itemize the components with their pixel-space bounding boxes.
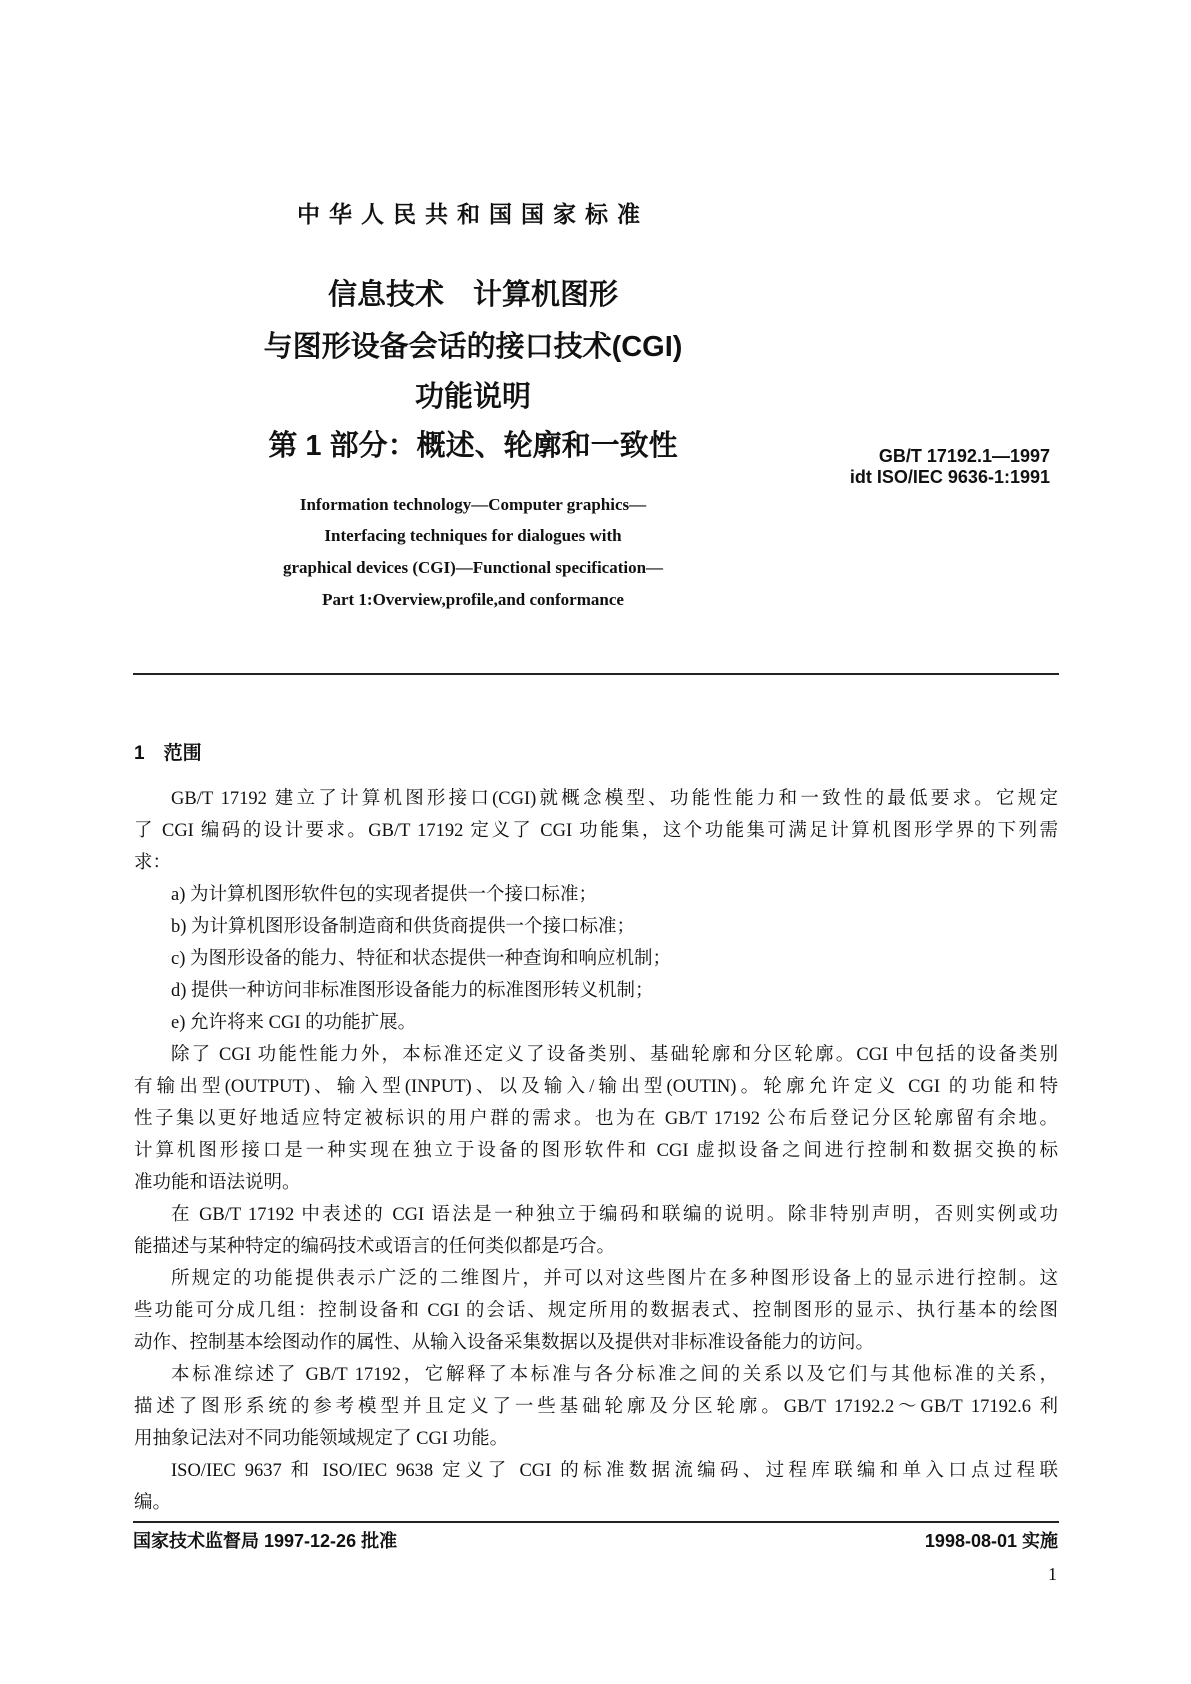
body-line: 了 CGI 编码的设计要求。GB/T 17192 定义了 CGI 功能集，这个功能集可满足计算机图形学界的下列需 <box>134 821 1058 841</box>
body-line: 计算机图形接口是一种实现在独立于设备的图形软件和 CGI 虚拟设备之间进行控制和数据交换的标 <box>134 1141 1058 1161</box>
standard-number: GB/T 17192.1—1997 <box>878 446 1050 466</box>
body-line: GB/T 17192 建立了计算机图形接口(CGI)就概念模型、功能性能力和一致性的最低要求。它规定 <box>171 789 1058 809</box>
body-line: 能描述与某种特定的编码技术或语言的任何类似都是巧合。 <box>134 1237 616 1257</box>
top-rule <box>133 673 1059 675</box>
body-line: 性子集以更好地适应特定被标识的用户群的需求。也为在 GB/T 17192 公布后登记分区轮廓留有余地。 <box>134 1109 1058 1129</box>
english-title-line-2: Interfacing techniques for dialogues with <box>324 526 622 545</box>
body-line: 准功能和语法说明。 <box>134 1173 301 1193</box>
body-line: c) 为图形设备的能力、特征和状态提供一种查询和响应机制； <box>171 949 671 969</box>
body-line: 些功能可分成几组：控制设备和 CGI 的会话、规定所用的数据表式、控制图形的显示、执行基本的绘图 <box>134 1301 1058 1321</box>
page-number: 1 <box>1048 1564 1057 1584</box>
title-line-3: 功能说明 <box>414 381 531 413</box>
english-title-line-3: graphical devices (CGI)—Functional specification— <box>282 558 664 577</box>
idt-reference: idt ISO/IEC 9636-1:1991 <box>849 467 1050 487</box>
body-line: e) 允许将来 CGI 的功能扩展。 <box>171 1013 417 1033</box>
title-line-1: 信息技术 计算机图形 <box>327 279 618 311</box>
body-line: 求： <box>134 853 172 873</box>
section-heading: 1 范围 <box>134 743 202 764</box>
title-line-2: 与图形设备会话的接口技术(CGI) <box>263 331 683 363</box>
body-line: a) 为计算机图形软件包的实现者提供一个接口标准； <box>171 885 597 905</box>
approval-info: 国家技术监督局 1997-12-26 批准 <box>133 1531 398 1551</box>
body-line: 除了 CGI 功能性能力外，本标准还定义了设备类别、基础轮廓和分区轮廓。CGI 中包括的设备类别 <box>171 1045 1058 1065</box>
body-line: 在 GB/T 17192 中表述的 CGI 语法是一种独立于编码和联编的说明。除非特别声明，否则实例或功 <box>171 1205 1058 1225</box>
english-title-line-1: Information technology—Computer graphics— <box>299 495 647 514</box>
body-line: 有输出型(OUTPUT)、输入型(INPUT)、以及输入/输出型(OUTIN)。轮廓允许定义 CGI 的功能和特 <box>134 1077 1058 1097</box>
body-line: b) 为计算机图形设备制造商和供货商提供一个接口标准； <box>171 917 636 937</box>
title-line-4: 第 1 部分：概述、轮廓和一致性 <box>268 430 678 462</box>
body-line: 编。 <box>134 1493 172 1513</box>
national-standard-heading: 中华人民共和国国家标准 <box>297 201 649 227</box>
body-line: 用抽象记法对不同功能领域规定了 CGI 功能。 <box>134 1429 509 1449</box>
body-line: 动作、控制基本绘图动作的属性、从输入设备采集数据以及提供对非标准设备能力的访问。 <box>134 1333 875 1353</box>
body-line: ISO/IEC 9637 和 ISO/IEC 9638 定义了 CGI 的标准数据流编码、过程库联编和单入口点过程联 <box>171 1461 1058 1481</box>
body-line: 本标准综述了 GB/T 17192，它解释了本标准与各分标准之间的关系以及它们与其他标准的关系， <box>171 1365 1058 1385</box>
footer-rule <box>133 1521 1059 1523</box>
english-title-line-4: Part 1:Overview,profile,and conformance <box>322 590 624 609</box>
body-line: 描述了图形系统的参考模型并且定义了一些基础轮廓及分区轮廓。GB/T 17192.2～GB/T 17192.6 利 <box>134 1397 1058 1417</box>
effective-date: 1998-08-01 实施 <box>924 1531 1058 1551</box>
body-line: d) 提供一种访问非标准图形设备能力的标准图形转义机制； <box>171 981 654 1001</box>
body-line: 所规定的功能提供表示广泛的二维图片，并可以对这些图片在多种图形设备上的显示进行控制。这 <box>171 1269 1058 1289</box>
